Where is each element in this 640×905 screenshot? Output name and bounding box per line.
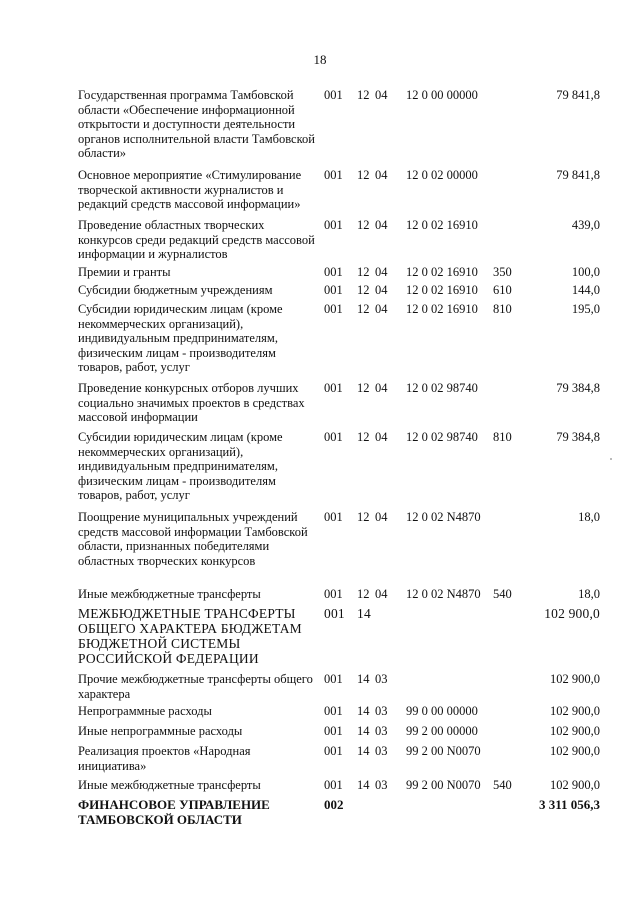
grbs-code: 001 xyxy=(324,88,343,102)
row-name: Реализация проектов «Народная инициатива» xyxy=(78,744,251,773)
page-number: 18 xyxy=(313,52,327,67)
row-name: Иные непрограммные расходы xyxy=(78,724,243,738)
grbs-code: 001 xyxy=(324,430,343,444)
section-code: 12 xyxy=(357,510,370,524)
subsection-code: 04 xyxy=(375,88,388,102)
target-article-code: 12 0 02 16910 xyxy=(406,265,478,279)
row-name: Иные межбюджетные трансферты xyxy=(78,587,261,601)
row-name: Проведение областных творческих конкурсов среди редакций средств массовой информации и журналистов xyxy=(78,218,315,261)
section-code: 12 xyxy=(357,218,370,232)
target-article-code: 12 0 02 98740 xyxy=(406,430,478,444)
row-name: Субсидии юридическим лицам (кроме некоммерческих организаций), индивидуальным предпринимателям, физическим лицам - производителям товаров, работ, услуг xyxy=(78,430,283,502)
subsection-code: 04 xyxy=(375,218,388,232)
subsection-code: 04 xyxy=(375,283,388,297)
amount: 144,0 xyxy=(571,283,600,297)
scan-speck xyxy=(610,458,612,460)
amount: 79 384,8 xyxy=(556,381,600,395)
row-name: Государственная программа Тамбовской области «Обеспечение информационной открытости и доступности деятельности органов исполнительной власти Тамбовской области» xyxy=(78,88,315,160)
target-article-code: 12 0 02 N4870 xyxy=(406,510,481,524)
amount: 102 900,0 xyxy=(550,704,600,718)
expense-type-code: 540 xyxy=(493,778,512,792)
target-article-code: 12 0 00 00000 xyxy=(406,88,478,102)
target-article-code: 12 0 02 N4870 xyxy=(406,587,481,601)
amount: 18,0 xyxy=(578,510,600,524)
grbs-code: 001 xyxy=(324,168,343,182)
grbs-code: 001 xyxy=(324,302,343,316)
row-name: МЕЖБЮДЖЕТНЫЕ ТРАНСФЕРТЫ ОБЩЕГО ХАРАКТЕРА БЮДЖЕТАМ БЮДЖЕТНОЙ СИСТЕМЫ РОССИЙСКОЙ ФЕДЕРАЦИИ xyxy=(78,606,302,666)
row-name: Непрограммные расходы xyxy=(78,704,212,718)
expense-type-code: 810 xyxy=(493,302,512,316)
amount: 102 900,0 xyxy=(550,744,600,758)
row-name: Проведение конкурсных отборов лучших социально значимых проектов в средствах массовой информации xyxy=(78,381,305,424)
subsection-code: 03 xyxy=(375,704,388,718)
expense-type-code: 610 xyxy=(493,283,512,297)
section-code: 12 xyxy=(357,265,370,279)
grbs-code: 001 xyxy=(324,283,343,297)
target-article-code: 12 0 02 98740 xyxy=(406,381,478,395)
row-name: Иные межбюджетные трансферты xyxy=(78,778,261,792)
target-article-code: 99 2 00 N0070 xyxy=(406,778,481,792)
grbs-code: 001 xyxy=(324,778,343,792)
grbs-code: 001 xyxy=(324,381,343,395)
section-code: 14 xyxy=(357,724,370,738)
grbs-code: 001 xyxy=(324,672,343,686)
section-code: 12 xyxy=(357,430,370,444)
grbs-code: 001 xyxy=(324,724,343,738)
row-name: Премии и гранты xyxy=(78,265,171,279)
grbs-code: 001 xyxy=(324,744,343,758)
target-article-code: 12 0 02 16910 xyxy=(406,283,478,297)
row-name: Основное мероприятие «Стимулирование творческой активности журналистов и редакций средств массовой информации» xyxy=(78,168,302,211)
section-code: 14 xyxy=(357,744,370,758)
section-code: 14 xyxy=(357,606,371,621)
target-article-code: 99 2 00 00000 xyxy=(406,724,478,738)
expense-type-code: 540 xyxy=(493,587,512,601)
row-name: Субсидии бюджетным учреждениям xyxy=(78,283,273,297)
subsection-code: 04 xyxy=(375,302,388,316)
grbs-code: 001 xyxy=(324,587,343,601)
target-article-code: 12 0 02 00000 xyxy=(406,168,478,182)
amount: 3 311 056,3 xyxy=(538,797,600,812)
subsection-code: 03 xyxy=(375,724,388,738)
subsection-code: 03 xyxy=(375,778,388,792)
section-code: 12 xyxy=(357,587,370,601)
row-name: Субсидии юридическим лицам (кроме некоммерческих организаций), индивидуальным предпринимателям, физическим лицам - производителям товаров, работ, услуг xyxy=(78,302,283,374)
amount: 102 900,0 xyxy=(550,724,600,738)
amount: 439,0 xyxy=(571,218,600,232)
target-article-code: 99 2 00 N0070 xyxy=(406,744,481,758)
grbs-code: 002 xyxy=(324,797,344,812)
section-code: 12 xyxy=(357,168,370,182)
subsection-code: 03 xyxy=(375,744,388,758)
amount: 79 841,8 xyxy=(556,88,600,102)
section-code: 14 xyxy=(357,778,370,792)
expense-type-code: 350 xyxy=(493,265,512,279)
section-code: 12 xyxy=(357,88,370,102)
grbs-code: 001 xyxy=(324,606,345,621)
subsection-code: 04 xyxy=(375,168,388,182)
subsection-code: 04 xyxy=(375,265,388,279)
row-name: Прочие межбюджетные трансферты общего характера xyxy=(78,672,313,701)
section-code: 12 xyxy=(357,302,370,316)
subsection-code: 04 xyxy=(375,381,388,395)
amount: 195,0 xyxy=(571,302,600,316)
subsection-code: 04 xyxy=(375,430,388,444)
target-article-code: 12 0 02 16910 xyxy=(406,218,478,232)
amount: 102 900,0 xyxy=(544,606,600,621)
subsection-code: 04 xyxy=(375,510,388,524)
subsection-code: 04 xyxy=(375,587,388,601)
amount: 102 900,0 xyxy=(550,778,600,792)
amount: 79 841,8 xyxy=(556,168,600,182)
amount: 102 900,0 xyxy=(550,672,600,686)
amount: 100,0 xyxy=(571,265,600,279)
amount: 18,0 xyxy=(578,587,600,601)
expense-type-code: 810 xyxy=(493,430,512,444)
subsection-code: 03 xyxy=(375,672,388,686)
row-name: Поощрение муниципальных учреждений средств массовой информации Тамбовской области, признанных победителями областных творческих конкурсов xyxy=(78,510,308,568)
section-code: 12 xyxy=(357,381,370,395)
row-name: ФИНАНСОВОЕ УПРАВЛЕНИЕ ТАМБОВСКОЙ ОБЛАСТИ xyxy=(78,797,270,827)
section-code: 12 xyxy=(357,283,370,297)
target-article-code: 12 0 02 16910 xyxy=(406,302,478,316)
grbs-code: 001 xyxy=(324,218,343,232)
grbs-code: 001 xyxy=(324,704,343,718)
section-code: 14 xyxy=(357,672,370,686)
grbs-code: 001 xyxy=(324,265,343,279)
grbs-code: 001 xyxy=(324,510,343,524)
target-article-code: 99 0 00 00000 xyxy=(406,704,478,718)
section-code: 14 xyxy=(357,704,370,718)
amount: 79 384,8 xyxy=(556,430,600,444)
